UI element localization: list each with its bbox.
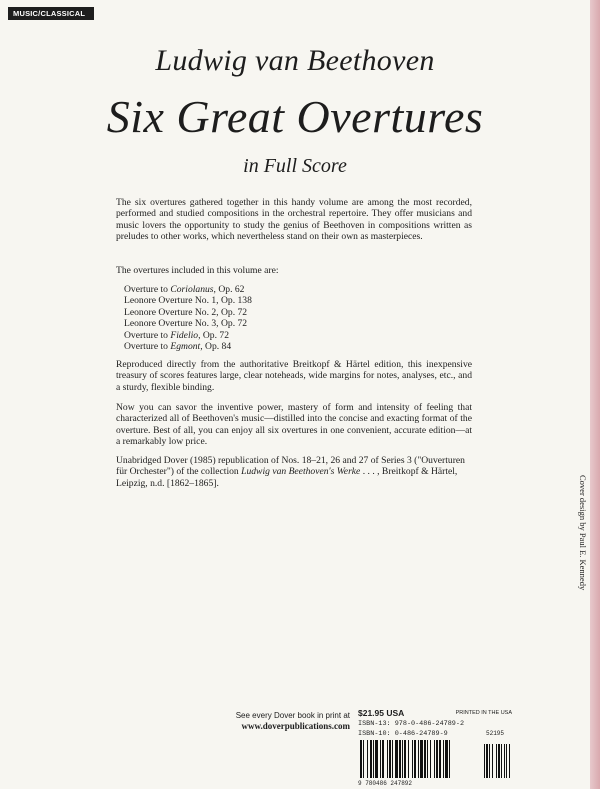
description-paragraph-2: The overtures included in this volume are:	[116, 265, 279, 276]
dover-line: See every Dover book in print at	[235, 711, 350, 720]
isbn-13: ISBN-13: 978-0-486-24789-2	[358, 720, 465, 728]
dover-url-link[interactable]: www.doverpublications.com	[241, 721, 350, 731]
book-subtitle: in Full Score	[243, 155, 347, 177]
list-item: Overture to Egmont, Op. 84	[124, 341, 232, 353]
price-label: $21.95 USA	[358, 708, 405, 718]
description-paragraph-4: Now you can savor the inventive power, mastery of form and intensity of feeling that characterized all of Beethoven's music—distilled into the concise and exacting format of the overture. Best of all, you can enjoy all six overtures in one convenient, accurate edition—at a remarkably low price.	[116, 402, 472, 447]
category-label: MUSIC/CLASSICAL	[8, 7, 94, 20]
right-edge-strip	[590, 0, 600, 789]
barcode-number: 9 780486 247892	[358, 780, 413, 787]
composer-name: Ludwig van Beethoven	[155, 44, 435, 77]
cover-design-credit: Cover design by Paul E. Kennedy	[578, 475, 588, 591]
dover-info	[226, 711, 350, 731]
list-item: Overture to Fidelio, Op. 72	[124, 329, 229, 341]
list-item: Leonore Overture No. 1, Op. 138	[124, 295, 252, 307]
isbn-10: ISBN-10: 0-486-24789-9	[358, 730, 448, 738]
list-item: Leonore Overture No. 2, Op. 72	[124, 306, 248, 318]
barcode-graphic	[358, 740, 518, 780]
list-item: Overture to Coriolanus, Op. 62	[124, 284, 245, 295]
book-title: Six Great Overtures	[106, 91, 484, 142]
list-item: Leonore Overture No. 3, Op. 72	[124, 318, 248, 330]
overture-list	[124, 284, 252, 352]
description-paragraph-1: The six overtures gathered together in this handy volume are among the most recorded, performed and studied compositions in the orchestral repertoire. They offer musicians and music lovers the opportunity to study the genius of Beethoven in compositions written as preludes to other works, which nevertheless stand on their own as masterpieces.	[116, 197, 472, 242]
printed-in-label: PRINTED IN THE USA	[455, 710, 512, 716]
description-paragraph-3: Reproduced directly from the authoritative Breitkopf & Härtel edition, this inexpensive treasury of scores features large, clear noteheads, wide margins for notes, analyses, etc., and a sturdy, flexible binding.	[116, 359, 472, 393]
supplement-number: 52195	[486, 730, 505, 737]
republication-note: Unabridged Dover (1985) republication of Nos. 18–21, 26 and 27 of Series 3 ("Ouverturen für Orchester") of the collection Ludwig van Beethoven's Werke . . . , Breitkopf & Härtel, Leipzig, n.d. [1862–1865].	[116, 455, 465, 489]
barcode-icon	[358, 740, 518, 782]
